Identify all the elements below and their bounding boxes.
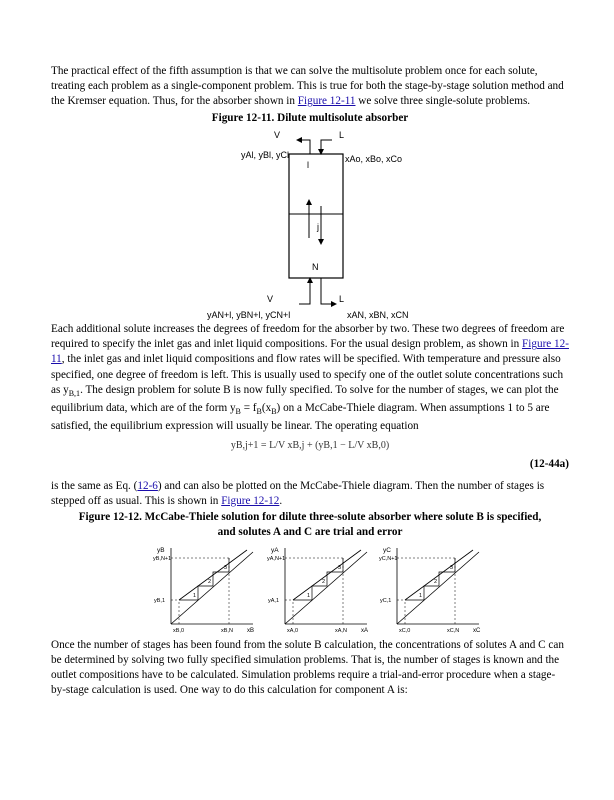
y-low-label: yA,1 xyxy=(268,597,280,604)
figure-12-11-link[interactable]: Figure 12-11 xyxy=(297,95,356,108)
vapor-in-arrow xyxy=(299,280,310,304)
stage-3-label: 3 xyxy=(450,564,454,571)
equation-text: yB,j+1 = L/V xB,j + (yB,1 − L/V xB,0) xyxy=(230,440,390,452)
y-axis-label: yC xyxy=(383,546,391,554)
para2-sub2: B xyxy=(235,407,241,417)
paragraph-1 xyxy=(51,64,569,109)
figure-12-12-mccabe-thiele xyxy=(51,542,569,634)
stage-2-label: 2 xyxy=(208,578,212,585)
figure-12-12-caption-line2: and solutes A and C are trial and error xyxy=(217,525,403,538)
para3-t1: is the same as Eq. ( xyxy=(51,479,138,492)
vapor-out-arrow xyxy=(299,140,310,154)
panel-solute-a xyxy=(267,547,368,634)
liquid-in-arrow xyxy=(321,140,332,152)
x-axis-label: xA xyxy=(361,627,369,634)
para2-t4: = f xyxy=(240,401,257,414)
stage-steps xyxy=(405,558,455,600)
stage-steps xyxy=(179,558,229,600)
xn-label: xB,N xyxy=(221,627,233,634)
y-low-label: yC,1 xyxy=(380,597,392,604)
x0-label: xA,0 xyxy=(287,627,299,634)
figure-12-12-link[interactable]: Figure 12-12 xyxy=(221,494,280,507)
para2-t6: ) on a McCabe-Thiele diagram. When assumptions 1 to 5 are satisfied, the equilibrium expression will usually be linear. The operating equation xyxy=(51,401,550,433)
figure-12-11-link-2[interactable]: Figure 12-11 xyxy=(51,338,569,366)
stage-3-label: 3 xyxy=(338,564,342,571)
para1-text-a: The practical effect of the fifth assumption is that we can solve the multisolute problem once for each solute, treating each problem as a single-component problem. This is true for both the stage-by-stage solution method and the Kremser equation. Thus, for the absorber shown in xyxy=(51,65,564,108)
figure-12-11-absorber-diagram xyxy=(51,126,569,322)
y-top-label: yC,N+1 xyxy=(379,555,398,562)
x-axis-label: xB xyxy=(247,627,255,634)
equation-12-6-link[interactable]: 12-6 xyxy=(137,479,158,492)
para1-text-b: we solve three single-solute problems. xyxy=(355,95,531,108)
xn-label: xC,N xyxy=(447,627,460,634)
para2-sub3: B xyxy=(256,407,262,417)
label-x-bottom: xAN, xBN, xCN xyxy=(347,310,409,321)
label-l-top: L xyxy=(339,130,345,141)
stage-3-label: 3 xyxy=(224,564,228,571)
label-l-bottom: L xyxy=(339,294,345,305)
para2-sub4: B xyxy=(271,407,277,417)
label-stage-j: j xyxy=(317,222,319,233)
y-axis-label: yA xyxy=(271,546,279,554)
figure-12-11-caption: Figure 12-11. Dilute multisolute absorber xyxy=(211,112,409,125)
label-y-top: yAl, yBl, yCl xyxy=(241,150,290,161)
operating-equation xyxy=(51,440,569,451)
stage-1-label: 1 xyxy=(307,592,311,599)
x-axis-label: xC xyxy=(473,627,481,634)
y-top-label: yB,N+1 xyxy=(153,555,172,562)
xn-label: xA,N xyxy=(335,627,347,634)
label-stage-n: N xyxy=(312,262,319,273)
equilibrium-line xyxy=(285,552,367,624)
panel-solute-b xyxy=(153,547,254,634)
figure-12-12-caption-line1: Figure 12-12. McCabe-Thiele solution for dilute three-solute absorber where solute B is specified, xyxy=(78,510,542,523)
stage-1-label: 1 xyxy=(419,592,423,599)
label-v-top: V xyxy=(274,130,281,141)
y-low-label: yB,1 xyxy=(154,597,166,604)
label-v-bottom: V xyxy=(267,294,274,305)
label-x-top: xAo, xBo, xCo xyxy=(345,154,403,165)
x0-label: xC,0 xyxy=(399,627,411,634)
absorber-column xyxy=(289,154,343,278)
para3-t3: . xyxy=(279,494,283,507)
stage-2-label: 2 xyxy=(434,578,438,585)
document-page xyxy=(51,64,569,698)
paragraph-2 xyxy=(51,322,569,434)
para2-t3: . The design problem for solute B is now fully specified. To solve for the number of stages, we can plot the equilibrium data, which are of the form y xyxy=(51,383,559,414)
para2-t1: Each additional solute increases the degrees of freedom for the absorber by two. These two degrees of freedom are required to specify the inlet gas and inlet liquid compositions. For the usual design problem, as shown in xyxy=(51,323,565,351)
para2-sub1: B,1 xyxy=(68,388,81,398)
para2-t2: , the inlet gas and inlet liquid compositions and flow rates will be specified. With temperature and pressure also specified, one degree of freedom is left. This is usually used to specify one of the outlet solute concentrations such as y xyxy=(51,353,564,396)
label-y-bottom: yAN+l, yBN+l, yCN+l xyxy=(207,310,291,321)
equilibrium-line xyxy=(171,552,253,624)
panel-solute-c xyxy=(379,547,481,634)
liquid-out-arrow xyxy=(321,278,334,304)
y-axis-label: yB xyxy=(157,546,165,554)
label-stage-1: l xyxy=(307,160,309,171)
y-top-label: yA,N+1 xyxy=(267,555,286,562)
para2-t5: (x xyxy=(261,401,272,414)
paragraph-3 xyxy=(51,479,569,509)
paragraph-4: Once the number of stages has been found from the solute B calculation, the concentrations of solutes A and C can be determined by solving two fully specified simulation problems. That is, the number of stages is known and the outlet compositions have to be calculated. Simulation problems require a trial-and-error procedure when a stage-by-stage calculation is used. One way to do this calculation for component A is: xyxy=(51,638,564,696)
stage-steps xyxy=(293,558,343,600)
stage-2-label: 2 xyxy=(322,578,326,585)
equation-number: (12-44a) xyxy=(529,458,569,471)
x0-label: xB,0 xyxy=(173,627,185,634)
equilibrium-line xyxy=(397,552,479,624)
para3-t2: ) and can also be plotted on the McCabe-Thiele diagram. Then the number of stages is stepped off as usual. This is shown in xyxy=(51,479,545,507)
stage-1-label: 1 xyxy=(193,592,197,599)
